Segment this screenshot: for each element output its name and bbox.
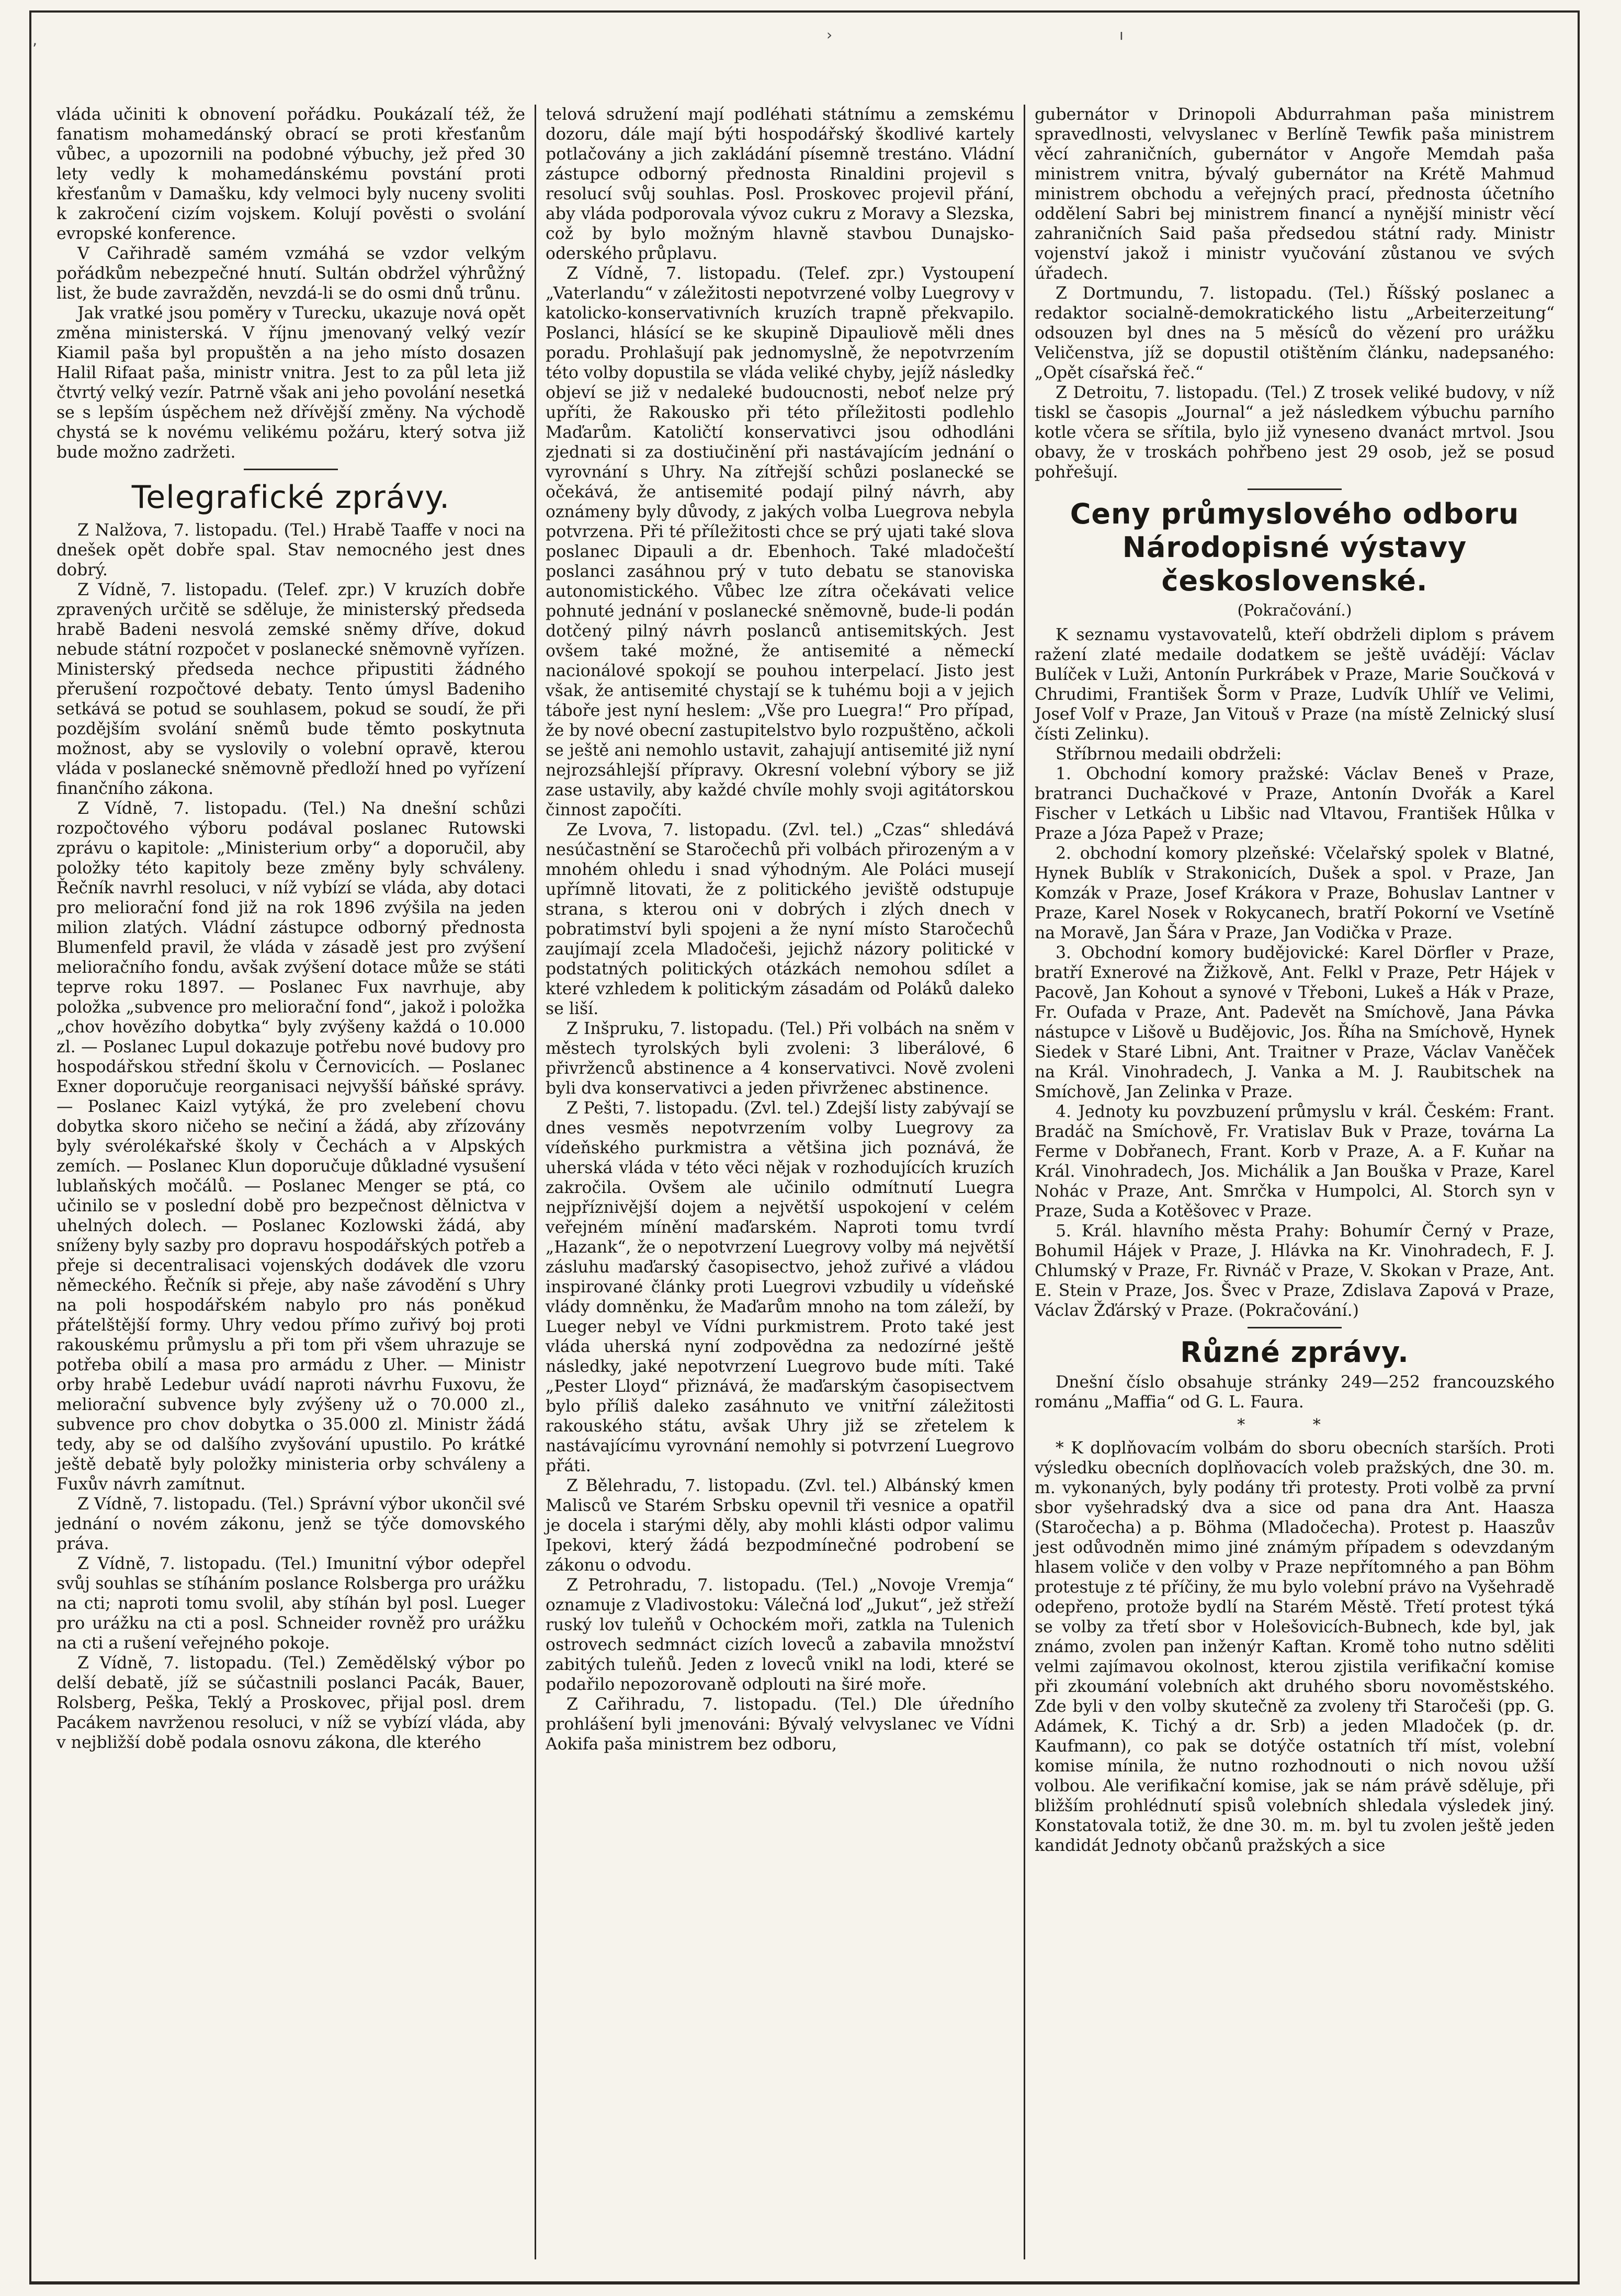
page-border-left (29, 10, 31, 2284)
page-border-bottom (31, 2281, 1580, 2284)
misc-section-title: Různé zprávy. (1180, 1336, 1409, 1369)
prizes-silver-heading: Stříbrnou medaili obdrželi: (1056, 745, 1282, 764)
telegram-belgrade: Z Bělehradu, 7. listopadu. (Zvl. tel.) Albánský kmen Malisců ve Starém Srbsku opevnil tři vesnice a opatřil je docela i starými děly, aby mohli klásti odpor valimu Ipekovi, který žádá bezpodmínečné podrobení se zákonu o odvodu. (546, 1476, 1014, 1575)
col3-continuation: gubernátor v Drinopoli Abdurrahman paša ministrem spravedlnosti, velvyslanec v Berlíně Tewfik paša ministrem věcí zahraničních, gubernátor v Angoře Memdah paša ministrem vnitra, bývalý gubernátor na Krétě Mahmud ministrem obchodu a veřejných prací, přednosta účetního oddělení Sabri bej ministrem financí a nynější ministr věcí zahraničních Said paša předsedou státní rady. Ministr vojenství jakož i ministr vyučování zůstanou ve svých úřadech. (1035, 105, 1555, 283)
page-border-top (31, 10, 1580, 13)
paragraph-constantinople: V Cařihradě samém vzmáhá se vzdor velkým pořádkům nebezpečné hnutí. Sultán obdržel výhrůžný list, že bude zavražděn, nevzdá-li se do osmi dnů trůnu. (56, 244, 525, 303)
section-rule (244, 469, 338, 470)
telegram-pest: Z Pešti, 7. listopadu. (Zvl. tel.) Zdejší listy zabývají se dnes vesměs nepotvrzením volby Luegrovy za vídeňského purkmistra a většina jich poznává, že uherská vláda v této věci nějak v rozhodujících kruzích zakročila. Ovšem ale učinilo odmítnutí Luegra nejpříznivější dojem a největší uspokojení v celém veřejném mínění maďarském. Naproti tomu tvrdí „Hazank“, že o nepotvrzení Luegrovy volby má největší zásluhu maďarský časopisectvo, jehož zuřivé a vládou inspirované články proti Luegrovi vzbudily u vídeňské vlády domněnku, že Maďarům mnoho na tom záleží, by Lueger nebyl ve Vídni purkmistrem. Proto také jest vláda uherská nyní zodpovědna za nedozírné ještě následky, jaké nepotvrzení Luegrovo bude míti. Také „Pester Lloyd“ přiznává, že maďarským časopisectvem bylo příliš daleko zasáhnuto ve vnitřní záležitosti rakouského státu, avšak Uhry již se zřetelem k nastávajícímu vyrovnání nemohly si potvrzení Luegrovo přáti. (546, 1099, 1014, 1475)
telegram-nalzov: Z Nalžova, 7. listopadu. (Tel.) Hrabě Taaffe v noci na dnešek opět dobře spal. Stav nemocného jest dnes dobrý. (56, 521, 525, 579)
scan-mark-left: ‚ (32, 31, 37, 49)
column-2 (536, 105, 1025, 2259)
telegram-constantinople: Z Cařihradu, 7. listopadu. (Tel.) Dle úředního prohlášení byli jmenováni: Bývalý velvyslanec ve Vídni Aokifa paša ministrem bez odboru, (546, 1695, 1014, 1754)
intro-paragraph: vláda učiniti k obnovení pořádku. Poukázalí též, že fanatism mohamedánský obrací se proti křesťanům vůbec, a upozornili na podobné výbuchy, jež před 30 lety vedly k mohamedánskému povstání proti křesťanům v Damašku, kdy velmoci byly nuceny svoliti k zakročení cizím vojskem. Kolují pověsti o svolání evropské konference. (56, 105, 525, 243)
prizes-continuation-note: (Pokračování.) (1237, 601, 1352, 620)
prizes-section-title: Ceny průmyslového odboru Národopisné výstavy československé. (1070, 497, 1520, 597)
telegram-vienna-6: Z Vídně, 7. listopadu. (Telef. zpr.) Vystoupení „Vaterlandu“ v záležitosti nepotvrzené volby Luegrovy v katolicko-konservativních kruzích trapně překvapilo. Poslanci, hlásící se ke skupině Dipauliově měli dnes poradu. Prohlašují pak jednomyslně, že nepotvrzením této volby dopustila se vláda veliké chyby, jejíž následky objeví se již v nedaleké budoucnosti, neboť nelze prý upříti, že Rakousko při této příležitosti podlehlo Maďarům. Katoličtí konservativci jsou odhodláni zjednati si za dostiučinění při nastávajícím jednání o vyrovnání s Uhry. Na zítřejší schůzi poslanecké se očekává, že antisemité podají pilný návrh, aby oznámeny byly důvody, z jakých volba Luegrova nebyla potvrzena. Při té příležitosti chce se prý ujati také slova poslanec Dipauli a dr. Ebenhoch. Také mladočeští poslanci zasáhnou prý v tuto debatu se stanoviska autonomistického. Vůbec lze zítra očekávati velice pohnuté jednání v poslanecké sněmovně, bude-li podán dotčený pilný návrh poslanců antisemitských. Jest ovšem také možné, že antisemité a německí nacionálové spokojí se pouhou interpelací. Jisto jest však, že antisemité chystají se k tuhému boji a v jejich táboře jest nyní heslem: „Vše pro Luegra!“ Pro případ, že by nové obecní zastupitelstvo bylo rozpuštěno, ačkoli se ještě ani nemohlo ustavit, zahajují antisemité již nyní nejrozsáhlejší přípravy. Okresní volební výbory se již zase ustavily, aby každé chvíle mohly svoji agitátorskou činnost započíti. (546, 264, 1014, 820)
telegram-vienna-1: Z Vídně, 7. listopadu. (Telef. zpr.) V kruzích dobře zpravených určitě se sděluje, že ministerský předseda hrabě Badeni nesvolá zemské sněmy dříve, dokud nebude státní rozpočet v poslanecké sněmovně vyřízen. Ministerský předseda nechce připustiti žádného přerušení rozpočtové debaty. Tento úmysl Badeniho setkává se potud se souhlasem, pokud se soudí, že při pozdějším svolání sněmů bude těmto poskytnuta možnost, aby se vyslovily o volební opravě, kterou vláda v poslanecké sněmovně předloží hned po vyřízení finančního zákona. (56, 581, 525, 798)
page-border-right (1578, 10, 1580, 2284)
prizes-budejovice-chamber: 3. Obchodní komory budějovické: Karel Dörfler v Praze, bratří Exnerové na Žižkově, Ant. Felkl v Praze, Petr Hájek v Pacově, Jan Kohout a synové v Třeboni, Lukeš a Hák v Praze, Fr. Oufada v Praze, Ant. Padevět na Smíchově, Jana Pávka nástupce v Lišově u Budějovic, Jos. Říha na Smíchově, Hynek Siedek v Staré Libni, Ant. Traitner v Praze, Václav Vaněček na Král. Vinohradech, J. Vanka a M. J. Raubitschek na Smíchově, Jan Zelinka v Praze. (1035, 944, 1555, 1101)
paragraph-turkey: Jak vratké jsou poměry v Turecku, ukazuje nová opět změna ministerská. V říjnu jmenovaný velký vezír Kiamil paša byl propuštěn a na jeho místo dosazen Halil Rifaat paša, ministr vnitra. Jest to za půl leta již čtvrtý velký vezír. Patrně však ani jeho povolání nesetká se s lepším úspěchem než dřívější změny. Na východě chystá se k novému velikému požáru, který sotva již bude možno zadržeti. (56, 304, 525, 462)
telegram-vienna-2: Z Vídně, 7. listopadu. (Tel.) Na dnešní schůzi rozpočtového výboru podával poslanec Rutowski zprávu o kapitole: „Ministerium orby“ a doporučil, aby položky této kapitoly beze změny byly schváleny. Řečník navrhl resoluci, v níž vybízí se vláda, aby dotaci pro meliorační fond již na rok 1896 zvýšila na jeden milion zlatých. Vládní zástupce odborný přednosta Blumenfeld pravil, že vláda v zásadě jest pro zvýšení melioračního fondu, avšak zvýšení dotace může se státi teprve roku 1897. — Poslanec Fux navrhuje, aby položka „subvence pro meliorační fond“, jakož i položka „chov hovězího dobytka“ byly zvýšeny každá o 10.000 zl. — Poslanec Lupul dokazuje potřebu nové budovy pro hospodářskou střední školu v Černovicích. — Poslanec Exner doporučuje reorganisaci nejvyšší báňské správy. — Poslanec Kaizl vytýká, že pro zvelebení chovu dobytka skoro ničeho se nečiní a žádá, aby zřízovány byly svérolékařské školy v Čechách a v Alpských zemích. — Poslanec Klun doporučuje důkladné vysušení lublaňských močálů. — Poslanec Menger se ptá, co učinilo se v poslední době pro bezpečnost dělnictva v uhelných dolech. — Poslanec Kozlowski žádá, aby sníženy byly sazby pro dopravu hospodářských potřeb a přeje si decentralisaci vojenských dodávek dle vzoru německého. Řečník si přeje, aby naše závodění s Uhry na poli hospodářském nabylo pro nás poněkud přátelštější formy. Uhry vedou přímo zuřivý boj proti rakouskému průmyslu a při tom při všem uhrazuje se potřeba obilí a masa pro armádu z Uher. — Ministr orby hrabě Ledebur uvádí naproti návrhu Fuxovu, že meliorační subvence byly zvýšeny už o 70.000 zl., subvence pro chov dobytka o 35.000 zl. Ministr žádá tedy, aby se od dalšího zvyšování upustilo. Po krátké ještě debatě byly položky ministeria orby schváleny a Fuxův návrh zamítnut. (56, 799, 525, 1494)
prizes-prague-city: 5. Král. hlavního města Prahy: Bohumír Černý v Praze, Bohumil Hájek v Praze, J. Hlávka na Kr. Vinohradech, F. J. Chlumský v Praze, Fr. Rivnáč v Praze, V. Skokan v Praze, Ant. E. Stein v Praze, Jos. Švec v Praze, Zdislava Zapová v Praze, Václav Žďárský v Praze. (Pokračování.) (1035, 1222, 1555, 1320)
prizes-prague-chamber: 1. Obchodní komory pražské: Václav Beneš v Praze, bratranci Duchačkové v Praze, Antonín Dvořák a Karel Fischer v Letkách u Libšic nad Vltavou, František Hůlka v Praze a Józa Papež v Praze; (1035, 765, 1555, 843)
telegram-vienna-4: Z Vídně, 7. listopadu. (Tel.) Imunitní výbor odepřel svůj souhlas se stíháním poslance Rolsberga pro urážku na cti; naproti tomu svolil, aby stíhán byl posl. Lueger pro urážku na cti a posl. Schneider rovněž pro urážku na cti a rušení veřejného pokoje. (56, 1554, 525, 1653)
newspaper-columns (47, 105, 1564, 2259)
stars-separator: * * (1237, 1416, 1352, 1434)
telegram-innsbruck: Z Inšpruku, 7. listopadu. (Tel.) Při volbách na sněm v městech tyrolských byli zvoleni: 3 liberálové, 6 přivrženců abstinence a 4 konservativci. Nově zvoleni byli dva konservativci a jeden přivrženec abstinence. (546, 1019, 1014, 1098)
prizes-diploma: K seznamu vystavovatelů, kteří obdrželi diplom s právem ražení zlaté medaile dodatkem se ještě uvádějí: Václav Bulíček v Luži, Antonín Purkrábek v Praze, Marie Součková v Chrudimi, František Šorm v Praze, Ludvík Uhlíř ve Velimi, Josef Volf v Praze, Jan Vitouš v Praze (na místě Zelnický slusí čísti Zelinku). (1035, 626, 1555, 744)
scan-mark-middle: › (826, 26, 833, 43)
telegram-detroit: Z Detroitu, 7. listopadu. (Tel.) Z trosek veliké budovy, v níž tiskl se časopis „Journal“ a jež následkem výbuchu parního kotle včera se sřítila, bylo již vyneseno dvanáct mrtvol. Jsou obavy, že v troskách pohřbeno jest 29 osob, jež se posud pohřešují. (1035, 383, 1555, 482)
misc-novel-note: Dnešní číslo obsahuje stránky 249—252 francouzského románu „Maffia“ od G. L. Faura. (1035, 1373, 1555, 1412)
scan-mark-right: ı (1119, 26, 1124, 43)
column-3 (1025, 105, 1564, 2259)
telegram-lvov: Ze Lvova, 7. listopadu. (Zvl. tel.) „Czas“ shledává nesúčastnění se Staročechů při volbách přirozeným a v mnohém ohledu i snad výhodným. Ale Poláci musejí upřímně litovati, že z politického jeviště odstupuje strana, s kterou oni v dobrých i zlých dnech v pobratimství byli spojeni a že nyní místo Staročechů zaujímají zcela Mladočeši, jejichž názory politické v podstatných politických otázkách nemohou sdílet a které vzhledem k politickým zásadám od Poláků daleko se liší. (546, 821, 1014, 1018)
telegram-vienna-5: Z Vídně, 7. listopadu. (Tel.) Zemědělský výbor po delší debatě, jíž se súčastnili poslanci Pacák, Bauer, Rolsberg, Peška, Teklý a Proskovec, přijal posl. drem Pacákem navrženou resoluci, v níž se vybízí vláda, aby v nejbližší době podala osnovu zákona, dle kterého (56, 1654, 525, 1752)
prizes-industry-union: 4. Jednoty ku povzbuzení průmyslu v král. Českém: Frant. Bradáč na Smíchově, Fr. Vratislav Buk v Praze, továrna La Ferme v Dobřanech, Frant. Korb v Praze, A. a F. Kuňar na Král. Vinohradech, Jos. Michálik a Jan Bouška v Praze, Karel Nohác v Praze, Ant. Smrčka v Humpolci, Al. Storch syn v Praze, Suda a Kotěšovec v Praze. (1035, 1102, 1555, 1221)
section-rule-2 (1248, 488, 1342, 490)
telegram-dortmund: Z Dortmundu, 7. listopadu. (Tel.) Říšský poslanec a redaktor socialně-demokratického listu „Arbeiterzeitung“ odsouzen byl dnes na 5 měsíců do vězení pro urážku Veličenstva, jíž se dopustil otištěním článku, nadepsaného: „Opět císařská řeč.“ (1035, 284, 1555, 382)
telegram-petersburg: Z Petrohradu, 7. listopadu. (Tel.) „Novoje Vremja“ oznamuje z Vladivostoku: Válečná loď „Jukut“, jež střeží ruský lov tuleňů v Ochockém moři, zatkla na Tulenich ostrovech sedmnáct cizích loveců a zabavila množství zabitých tuleňů. Jeden z loveců vnikl na lodi, které se podařilo nepozorovaně odplouti na širé moře. (546, 1576, 1014, 1694)
col2-continuation: telová sdružení mají podléhati státnímu a zemskému dozoru, dále mají býti hospodářský škodlivé kartely potlačovány a jich zakládání písemně trestáno. Vládní zástupce odborný přednosta Rinaldini projevil s resolucí svůj souhlas. Posl. Proskovec projevil přání, aby vláda podporovala vývoz cukru z Moravy a Slezska, což by bylo možným hlavně stavbou Dunajsko-oderského průplavu. (546, 105, 1014, 263)
misc-elections: * K doplňovacím volbám do sboru obecních starších. Proti výsledku obecních doplňovacích voleb pražských, dne 30. m. m. vykonaných, byly podány tři protesty. Proti volbě za první sbor vyšehradský dva a sice od pana dra Ant. Haasza (Staročecha) a p. Böhma (Mladočecha). Protest p. Haaszův jest odůvodněn mimo jiné známým případem s odevzdaným hlasem voliče v den volby v Praze nepřítomného a pan Böhm protestuje z té příčiny, že mu bylo volební právo na Vyšehradě odepřeno, protože bydlí na Starém Městě. Třetí protest týká se volby za třetí sbor v Holešovicích-Bubnech, kde byl, jak známo, zvolen pan inženýr Kaftan. Kromě toho nutno sděliti velmi zajímavou okolnost, kterou zjistila verifikační komise při zkoumání volebních akt druhého sboru novoměstského. Zde byli v den volby skutečně za zvoleny tři Staročeši (pp. G. Adámek, K. Tichý a dr. Srb) a jeden Mladoček (p. dr. Kaufmann), co pak se dotýče ostatních tří míst, volební komise mínila, že nutno rozhodnouti o nich novou užší volbou. Ale verifikační komise, jak se nám právě sděluje, při bližším prohlédnutí spisů volebních shledala výsledek jiný. Konstatovala totiž, že dne 30. m. m. byl tu zvolen ještě jeden kandidát Jednoty občanů pražských a sice (1035, 1439, 1555, 1855)
prizes-plzen-chamber: 2. obchodní komory plzeňské: Včelařský spolek v Blatné, Hynek Bublík v Strakonicích, Dušek a spol. v Praze, Jan Komzák v Praze, Josef Krákora v Praze, Bohuslav Lantner v Praze, Karel Nosek v Rokycanech, bratří Pokorní ve Vsetíně na Moravě, Jan Šára v Praze, Jan Vodička v Praze. (1035, 844, 1555, 942)
telegram-vienna-3: Z Vídně, 7. listopadu. (Tel.) Správní výbor ukončil své jednání o novém zákonu, jenž se týče domovského práva. (56, 1495, 525, 1553)
telegram-section-title: Telegrafické zprávy. (131, 479, 450, 516)
column-1 (47, 105, 536, 2259)
section-rule-3 (1248, 1327, 1342, 1328)
